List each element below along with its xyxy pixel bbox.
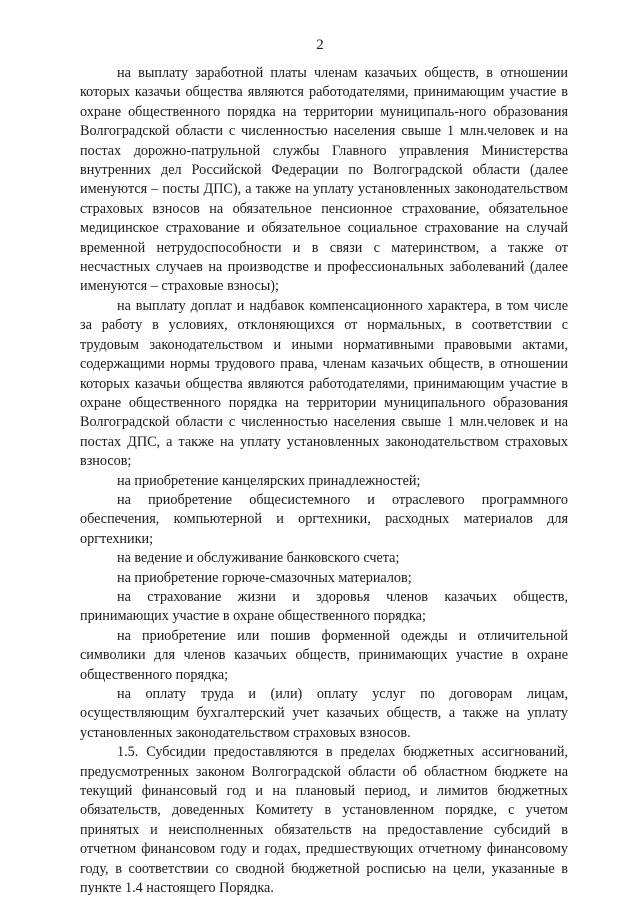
paragraph-accounting-services: на оплату труда и (или) оплату услуг по договорам лицам, осуществляющим бухгалтерский учет казачьих обществ, а также на уплату установленных законодательством страховых взносов. <box>80 686 568 741</box>
paragraph-fuel-lubricants: на приобретение горюче-смазочных материалов; <box>117 569 412 586</box>
document-body <box>80 64 568 898</box>
paragraph-software-equipment: на приобретение общесистемного и отраслевого программного обеспечения, компьютерной и оргтехники, расходных материалов для оргтехники; <box>80 491 568 547</box>
paragraph-life-insurance: на страхование жизни и здоровья членов казачьих обществ, принимающих участие в охране общественного порядка; <box>80 588 568 625</box>
page-number: 2 <box>316 37 324 53</box>
paragraph-section-1-5: 1.5. Субсидии предоставляются в пределах бюджетных ассигнований, предусмотренных законом Волгоградской области об областном бюджете на текущий финансовый год и на плановый период, и лимитов бюджетных обязательств, доведенных Комитету в установленном порядке, с учетом принятых и неисполненных обязательств на предоставление субсидий в отчетном финансовом году и годах, предшествующих отчетному финансовому году, в соответствии со сводной бюджетной росписью на цели, указанные в пункте 1.4 настоящего Порядка. <box>80 744 568 897</box>
paragraph-office-supplies: на приобретение канцелярских принадлежностей; <box>117 472 421 489</box>
paragraph-bank-account: на ведение и обслуживание банковского счета; <box>117 550 400 567</box>
paragraph-salary-payment: на выплату заработной платы членам казачьих обществ, в отношении которых казачьи общества являются работодателями, принимающим участие в охране общественного порядка на территории муниципаль-ного образования Волгоградской области с численностью населения свыше 1 млн.человек и на постах дорожно-патрульной службы Главного управления Министерства внутренних дел Российской Федерации по Волгоградской области (далее именуются – посты ДПС), а также на уплату установленных законодательством страховых взносов на обязательное пенсионное страхование, обязательное медицинское страхование и обязательное социальное страхование на случай временной нетрудоспособности и в связи с материнством, а также от несчастных случаев на производстве и профессиональных заболеваний (далее именуются – страховые взносы); <box>80 65 568 295</box>
paragraph-uniforms: на приобретение или пошив форменной одежды и отличительной символики для членов казачьих обществ, принимающих участие в охране общественного порядка; <box>80 627 568 683</box>
paragraph-compensation-allowances: на выплату доплат и надбавок компенсационного характера, в том числе за работу в условиях, отклоняющихся от нормальных, в соответствии с трудовым законодательством и иными нормативными правовыми актами, содержащими нормы трудового права, членам казачьих обществ, в отношении которых казачьи общества являются работодателями, принимающим участие в охране общественного порядка на территории муниципального образования Волгоградской области с численностью населения свыше 1 млн.человек и на постах ДПС, а также на уплату установленных законодательством страховых взносов; <box>80 297 568 470</box>
